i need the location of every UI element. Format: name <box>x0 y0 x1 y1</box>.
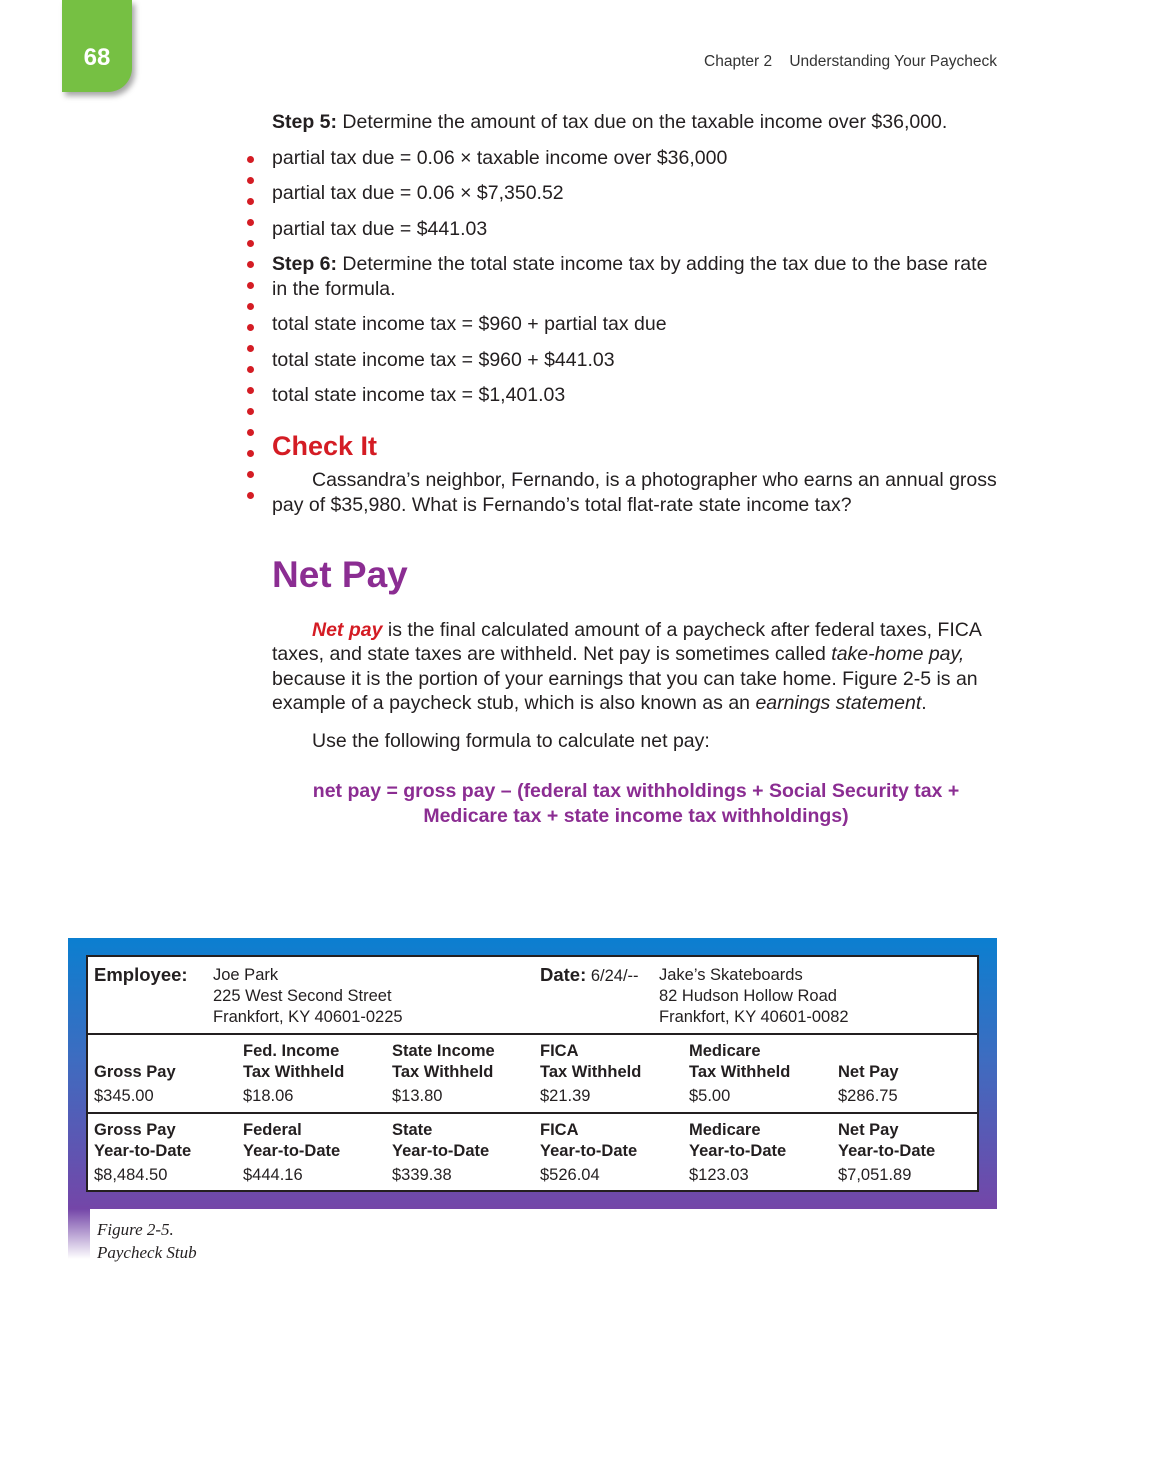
employee-address-1: 225 West Second Street <box>213 987 392 1005</box>
take-home-pay-term: take-home pay, <box>831 643 965 665</box>
current-value: $13.80 <box>392 1087 443 1105</box>
net-pay-text-a: is the final calculated amount of a paycheck after federal taxes, FICA taxes, and state taxes are withheld. Net pay is sometimes called <box>272 618 981 665</box>
step6-paragraph <box>272 252 1000 301</box>
current-value: $345.00 <box>94 1087 154 1105</box>
current-value: $21.39 <box>540 1087 591 1105</box>
ytd-h1: FICA <box>540 1121 579 1139</box>
step5-paragraph <box>272 110 1000 135</box>
step5-line-1: partial tax due = 0.06 × taxable income over $36,000 <box>272 146 728 169</box>
employer-name: Jake’s Skateboards <box>659 966 803 984</box>
current-h2: Tax Withheld <box>540 1063 642 1081</box>
ytd-h2: Year-to-Date <box>243 1142 341 1160</box>
step6-line-1: total state income tax = $960 + partial tax due <box>272 313 667 335</box>
employer-address-2: Frankfort, KY 40601-0082 <box>659 1008 849 1026</box>
check-it-text: Cassandra’s neighbor, Fernando, is a photographer who earns an annual gross pay of $35,980. What is Fernando’s total flat-rate state income tax? <box>272 469 997 516</box>
current-col-2 <box>243 1041 344 1107</box>
ytd-value: $526.04 <box>540 1166 600 1184</box>
step6-label: Step 6: <box>272 253 338 275</box>
ytd-col-4 <box>540 1120 637 1186</box>
current-h1: Fed. Income <box>243 1042 340 1060</box>
ytd-h2: Year-to-Date <box>838 1142 936 1160</box>
employee-address-2: Frankfort, KY 40601-0225 <box>213 1008 403 1026</box>
ytd-h2: Year-to-Date <box>540 1142 638 1160</box>
date-label: Date: <box>540 964 587 985</box>
current-h1 <box>94 1041 176 1062</box>
current-h2: Gross Pay <box>94 1063 176 1081</box>
ytd-value: $7,051.89 <box>838 1166 912 1184</box>
ytd-value: $339.38 <box>392 1166 452 1184</box>
current-h2: Tax Withheld <box>392 1063 494 1081</box>
employee-label: Employee: <box>94 964 188 985</box>
current-col-4 <box>540 1041 641 1107</box>
figure-accent <box>68 1209 90 1259</box>
stub-divider-2 <box>88 1112 977 1114</box>
stub-divider-1 <box>88 1033 977 1035</box>
main-content <box>272 110 1000 828</box>
current-h1: FICA <box>540 1042 579 1060</box>
date-cell <box>540 964 639 987</box>
employer-address-1: 82 Hudson Hollow Road <box>659 987 837 1005</box>
ytd-h1: Net Pay <box>838 1121 899 1139</box>
current-value: $5.00 <box>689 1087 731 1105</box>
paycheck-stub <box>86 955 979 1192</box>
net-pay-text-b: because it is the portion of your earnings that you can take home. Figure 2-5 is an example of a paycheck stub, which is also known as an <box>272 667 978 714</box>
step5-line-3: partial tax due = $441.03 <box>272 217 488 240</box>
caption-title: Paycheck Stub <box>97 1243 197 1262</box>
step6-text: Determine the total state income tax by adding the tax due to the base rate in the formula. <box>272 253 988 300</box>
step5-text: Determine the amount of tax due on the taxable income over $36,000. <box>337 111 948 133</box>
ytd-col-2 <box>243 1120 340 1186</box>
check-it-heading: Check It <box>272 430 378 461</box>
employee-name: Joe Park <box>213 966 279 984</box>
current-h2: Tax Withheld <box>689 1063 791 1081</box>
ytd-h1: Federal <box>243 1121 302 1139</box>
current-h1: State Income <box>392 1042 495 1060</box>
current-col-6 <box>838 1041 899 1107</box>
ytd-col-1 <box>94 1120 191 1186</box>
ytd-h2: Year-to-Date <box>94 1142 192 1160</box>
earnings-statement-term: earnings statement <box>755 692 922 714</box>
step6-line-3: total state income tax = $1,401.03 <box>272 384 566 406</box>
ytd-h2: Year-to-Date <box>689 1142 787 1160</box>
current-h2: Tax Withheld <box>243 1063 345 1081</box>
ytd-col-5 <box>689 1120 786 1186</box>
employee-label-cell <box>94 964 188 987</box>
net-pay-heading: Net Pay <box>272 554 408 595</box>
ytd-h1: Medicare <box>689 1121 761 1139</box>
ytd-h1: Gross Pay <box>94 1121 176 1139</box>
formula-intro: Use the following formula to calculate net pay: <box>312 729 710 752</box>
net-pay-term: Net pay <box>312 618 383 641</box>
current-col-3 <box>392 1041 495 1107</box>
current-h1: Medicare <box>689 1042 761 1060</box>
caption-figure-number: Figure 2-5. <box>97 1220 174 1239</box>
net-pay-formula <box>272 779 1000 828</box>
figure-caption <box>97 1218 197 1264</box>
step6-line-2: total state income tax = $960 + $441.03 <box>272 348 615 371</box>
current-col-1 <box>94 1041 176 1107</box>
net-pay-text-c: . <box>921 692 927 714</box>
ytd-value: $444.16 <box>243 1166 303 1184</box>
step5-label: Step 5: <box>272 111 338 133</box>
current-col-5 <box>689 1041 790 1107</box>
current-value: $286.75 <box>838 1087 898 1105</box>
ytd-col-6 <box>838 1120 935 1186</box>
page-number: 68 <box>83 44 111 71</box>
ytd-h1: State <box>392 1121 433 1139</box>
ytd-value: $8,484.50 <box>94 1166 168 1184</box>
ytd-col-3 <box>392 1120 489 1186</box>
running-head: Chapter 2 Understanding Your Paycheck <box>704 53 997 70</box>
current-value: $18.06 <box>243 1087 294 1105</box>
step5-line-2: partial tax due = 0.06 × $7,350.52 <box>272 182 564 204</box>
ytd-value: $123.03 <box>689 1166 749 1184</box>
date-value: 6/24/-- <box>590 967 639 985</box>
formula-line-1: net pay = gross pay – (federal tax withholdings + Social Security tax + <box>312 780 960 802</box>
employer-info <box>659 965 849 1028</box>
employee-info <box>213 965 403 1028</box>
current-h2: Net Pay <box>838 1063 899 1081</box>
ytd-h2: Year-to-Date <box>392 1142 490 1160</box>
current-h1 <box>838 1041 899 1062</box>
formula-line-2: Medicare tax + state income tax withholdings) <box>423 804 849 827</box>
net-pay-paragraph <box>272 618 1000 716</box>
